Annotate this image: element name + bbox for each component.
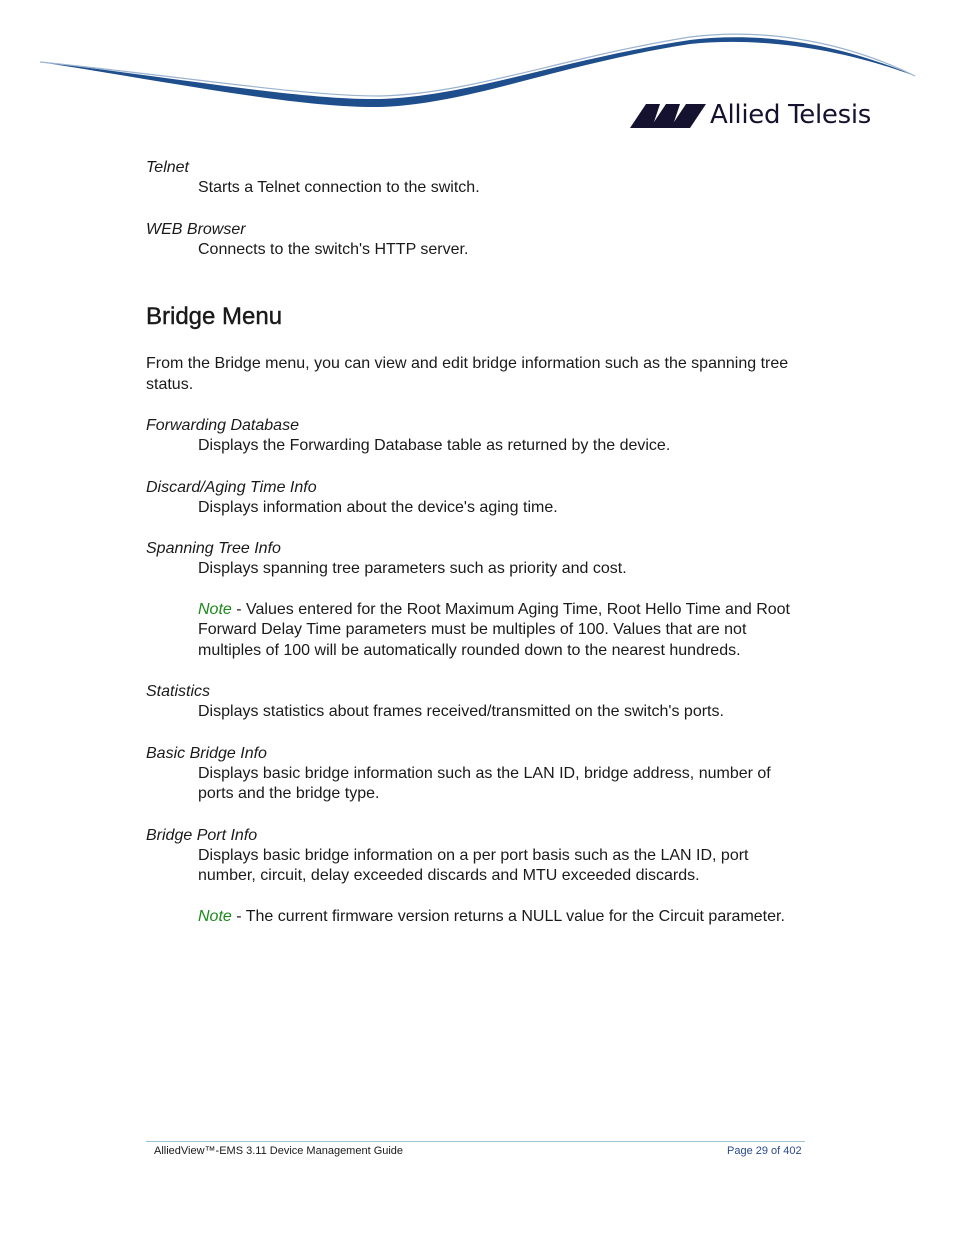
desc-forwarding-database: Displays the Forwarding Database table as returned by the device. (198, 437, 671, 454)
term-web-browser: WEB Browser (146, 220, 246, 238)
note-label: Note (198, 907, 232, 925)
note-bridge-port-info (198, 907, 808, 928)
desc-telnet: Starts a Telnet connection to the switch. (198, 179, 480, 196)
allied-telesis-logo (630, 100, 872, 134)
footer-divider (146, 1141, 805, 1142)
page-content (146, 157, 808, 927)
term-forwarding-database: Forwarding Database (146, 417, 299, 434)
term-spanning-tree: Spanning Tree Info (146, 540, 281, 557)
footer-guide-title: AlliedView™-EMS 3.11 Device Management Guide (154, 1145, 404, 1157)
desc-bridge-port-info: Displays basic bridge information on a per port basis such as the LAN ID, port number, circuit, delay exceeded discards and MTU exceeded discards. (198, 846, 749, 884)
section-heading-bridge-menu: Bridge Menu (146, 303, 283, 330)
note-text: - The current firmware version returns a NULL value for the Circuit parameter. (231, 907, 785, 925)
term-statistics: Statistics (146, 683, 211, 700)
desc-basic-bridge-info: Displays basic bridge information such as the LAN ID, bridge address, number of ports and the bridge type. (198, 764, 771, 802)
term-basic-bridge-info: Basic Bridge Info (146, 744, 267, 762)
note-label: Note (198, 600, 232, 618)
term-telnet: Telnet (146, 159, 189, 176)
header-swoosh (0, 0, 954, 115)
desc-statistics: Displays statistics about frames received/transmitted on the switch's ports. (198, 703, 724, 720)
logo-text: Allied Telesis (710, 100, 872, 130)
bridge-intro: From the Bridge menu, you can view and edit bridge information such as the spanning tree status. (146, 355, 789, 393)
desc-spanning-tree: Displays spanning tree parameters such as priority and cost. (198, 560, 627, 577)
term-bridge-port-info: Bridge Port Info (146, 826, 258, 844)
logo-mark-icon (630, 104, 706, 128)
desc-discard-aging: Displays information about the device's aging time. (198, 498, 558, 516)
term-discard-aging: Discard/Aging Time Info (146, 478, 317, 496)
note-spanning-tree (198, 600, 808, 662)
note-text: - Values entered for the Root Maximum Aging Time, Root Hello Time and Root Forward Delay Time parameters must be multiples of 100. Values that are not multiples of 100 will be automatically rounded down to the nearest hundreds. (198, 600, 790, 659)
desc-web-browser: Connects to the switch's HTTP server. (198, 240, 469, 258)
footer-page-number: Page 29 of 402 (727, 1145, 802, 1157)
